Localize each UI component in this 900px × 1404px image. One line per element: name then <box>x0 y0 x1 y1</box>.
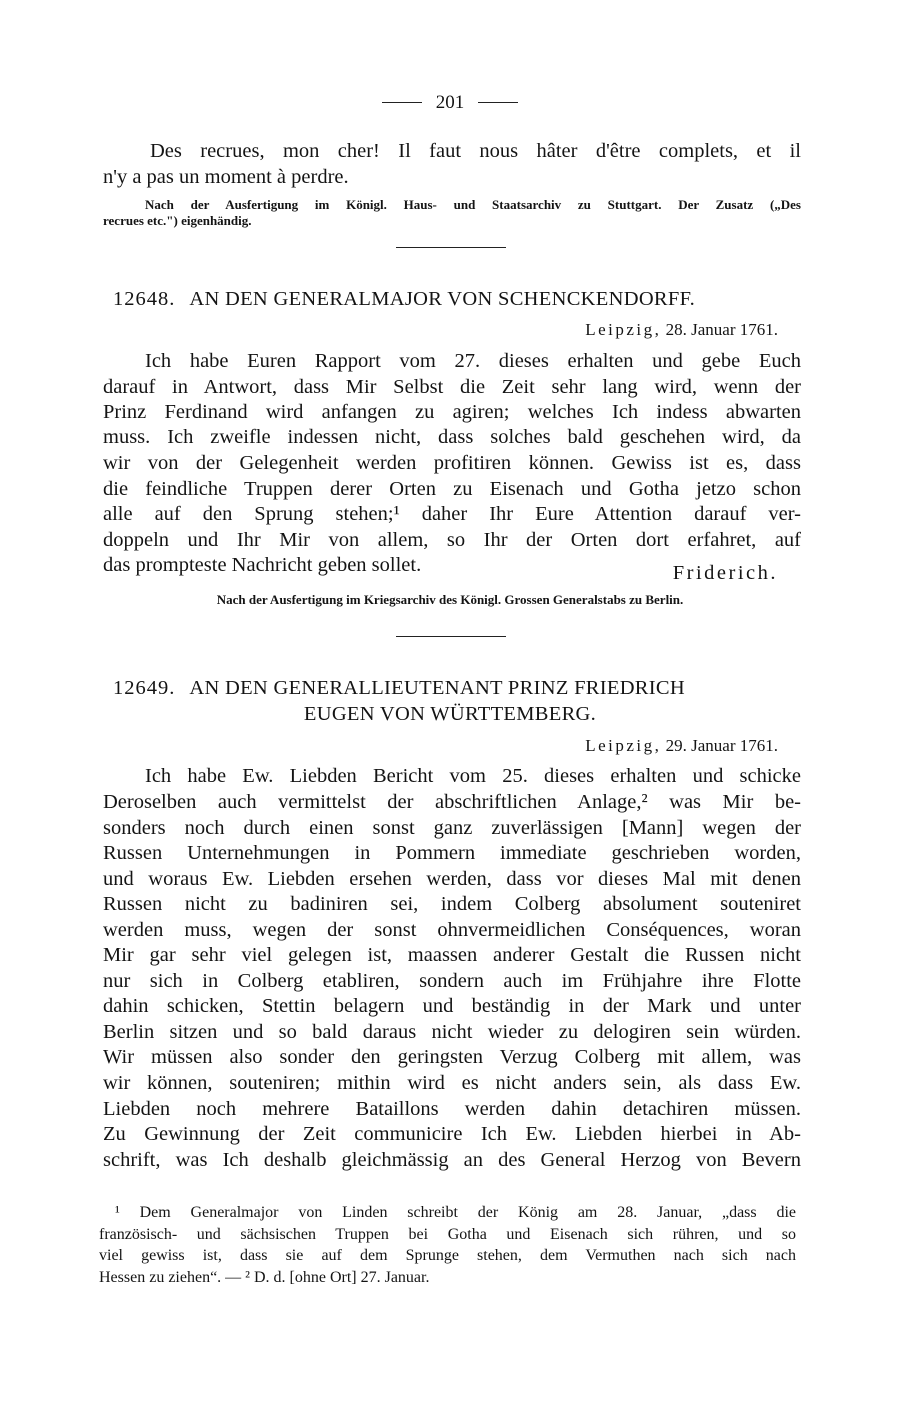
text-line: sonders noch durch einen sonst ganz zuverlässigen [Mann] wegen der <box>103 817 801 839</box>
letter-title: AN DEN GENERALMAJOR VON SCHENCKENDORFF. <box>189 288 696 310</box>
header-dash-right <box>478 102 518 103</box>
text-line: alle auf den Sprung stehen;¹ daher Ihr Eure Attention darauf ver- <box>103 503 801 525</box>
letter-date <box>585 736 778 756</box>
page-number: 201 <box>435 92 465 113</box>
footnote-line: Hessen zu ziehen“. — ² D. d. [ohne Ort] 27. Januar. <box>99 1269 430 1286</box>
text-line: Ich habe Ew. Liebden Bericht vom 25. dieses erhalten und schicke <box>145 765 801 787</box>
archival-note-line: Nach der Ausfertigung im Königl. Haus- und Staatsarchiv zu Stuttgart. Der Zusatz („Des <box>145 197 801 212</box>
text-line: muss. Ich zweifle indessen nicht, dass solches bald geschehen wird, da <box>103 426 801 448</box>
text-line: Wir müssen also sonder den geringsten Verzug Colberg mit allem, was <box>103 1046 801 1068</box>
text-line: Deroselben auch vermittelst der abschriftlichen Anlage,² was Mir be- <box>103 791 801 813</box>
letter-title-continued: EUGEN VON WÜRTTEMBERG. <box>303 703 597 725</box>
text-line: Russen Unternehmungen in Pommern immediate geschrieben worden, <box>103 842 801 864</box>
archival-note: Nach der Ausfertigung im Kriegsarchiv des Königl. Grossen Generalstabs zu Berlin. <box>216 592 684 607</box>
text-line: das prompteste Nachricht geben sollet. <box>103 554 422 576</box>
text-line: Russen nicht zu badiniren sei, indem Colberg absolument souteniret <box>103 893 801 915</box>
text-line: wir von der Gelegenheit werden profitiren können. Gewiss ist es, dass <box>103 452 801 474</box>
text-line: darauf in Antwort, dass Mir Selbst die Zeit sehr lang wird, wenn der <box>103 376 801 398</box>
page-header <box>0 92 900 114</box>
section-divider <box>396 247 506 248</box>
text-line: Berlin sitzen und so bald daraus nicht wieder zu delogiren sein würden. <box>103 1021 801 1043</box>
text-line: die feindliche Truppen derer Orten zu Eisenach und Gotha jetzo schon <box>103 478 801 500</box>
header-dash-left <box>382 102 422 103</box>
text-line: Liebden noch mehrere Bataillons werden dahin detachiren müssen. <box>103 1098 801 1120</box>
letter-heading <box>113 677 685 700</box>
signature: Friderich. <box>672 562 778 584</box>
date-place: Leipzig, <box>585 736 662 755</box>
text-line: Prinz Ferdinand wird anfangen zu agiren; welches Ich indess abwarten <box>103 401 801 423</box>
footnote-line: ¹ Dem Generalmajor von Linden schreibt der König am 28. Januar, „dass die <box>115 1204 796 1221</box>
letter-date <box>585 320 778 340</box>
text-line: dahin schicken, Stettin belagern und beständig in der Mark und unter <box>103 995 801 1017</box>
text-line: Des recrues, mon cher! Il faut nous hâter d'être complets, et il <box>150 140 801 162</box>
text-line: und woraus Ew. Liebden ersehen werden, dass vor dieses Mal mit denen <box>103 868 801 890</box>
text-line: doppeln und Ihr Mir von allem, so Ihr der Orten dort erfahret, auf <box>103 529 801 551</box>
footnote-line: viel gewiss ist, dass sie auf dem Sprunge stehen, dem Vermuthen nach sich nach <box>99 1247 796 1264</box>
date-day: 28. Januar 1761. <box>665 320 778 339</box>
text-line: nur sich in Colberg etabliren, sondern auch im Frühjahre ihre Flotte <box>103 970 801 992</box>
footnote-line: französisch- und sächsischen Truppen bei Gotha und Eisenach sich rühren, und so <box>99 1226 796 1243</box>
section-divider <box>396 636 506 637</box>
date-place: Leipzig, <box>585 320 662 339</box>
text-line: n'y a pas un moment à perdre. <box>103 166 349 188</box>
text-line: Zu Gewinnung der Zeit communicire Ich Ew. Liebden hierbei in Ab- <box>103 1123 801 1145</box>
letter-heading <box>113 288 695 311</box>
letter-number: 12648. <box>113 288 176 310</box>
letter-number: 12649. <box>113 677 176 699</box>
text-line: schrift, was Ich deshalb gleichmässig an des General Herzog von Bevern <box>103 1149 801 1171</box>
archival-note-line: recrues etc.") eigenhändig. <box>103 213 252 228</box>
text-line: wir können, souteniren; mithin wird es nicht anders sein, als dass Ew. <box>103 1072 801 1094</box>
date-day: 29. Januar 1761. <box>665 736 778 755</box>
text-line: Mir gar sehr viel gelegen ist, maassen anderer Gestalt die Russen nicht <box>103 944 801 966</box>
letter-title: AN DEN GENERALLIEUTENANT PRINZ FRIEDRICH <box>189 677 685 699</box>
text-line: Ich habe Euren Rapport vom 27. dieses erhalten und gebe Euch <box>145 350 801 372</box>
text-line: werden muss, wegen der sonst ohnvermeidlichen Conséquences, woran <box>103 919 801 941</box>
